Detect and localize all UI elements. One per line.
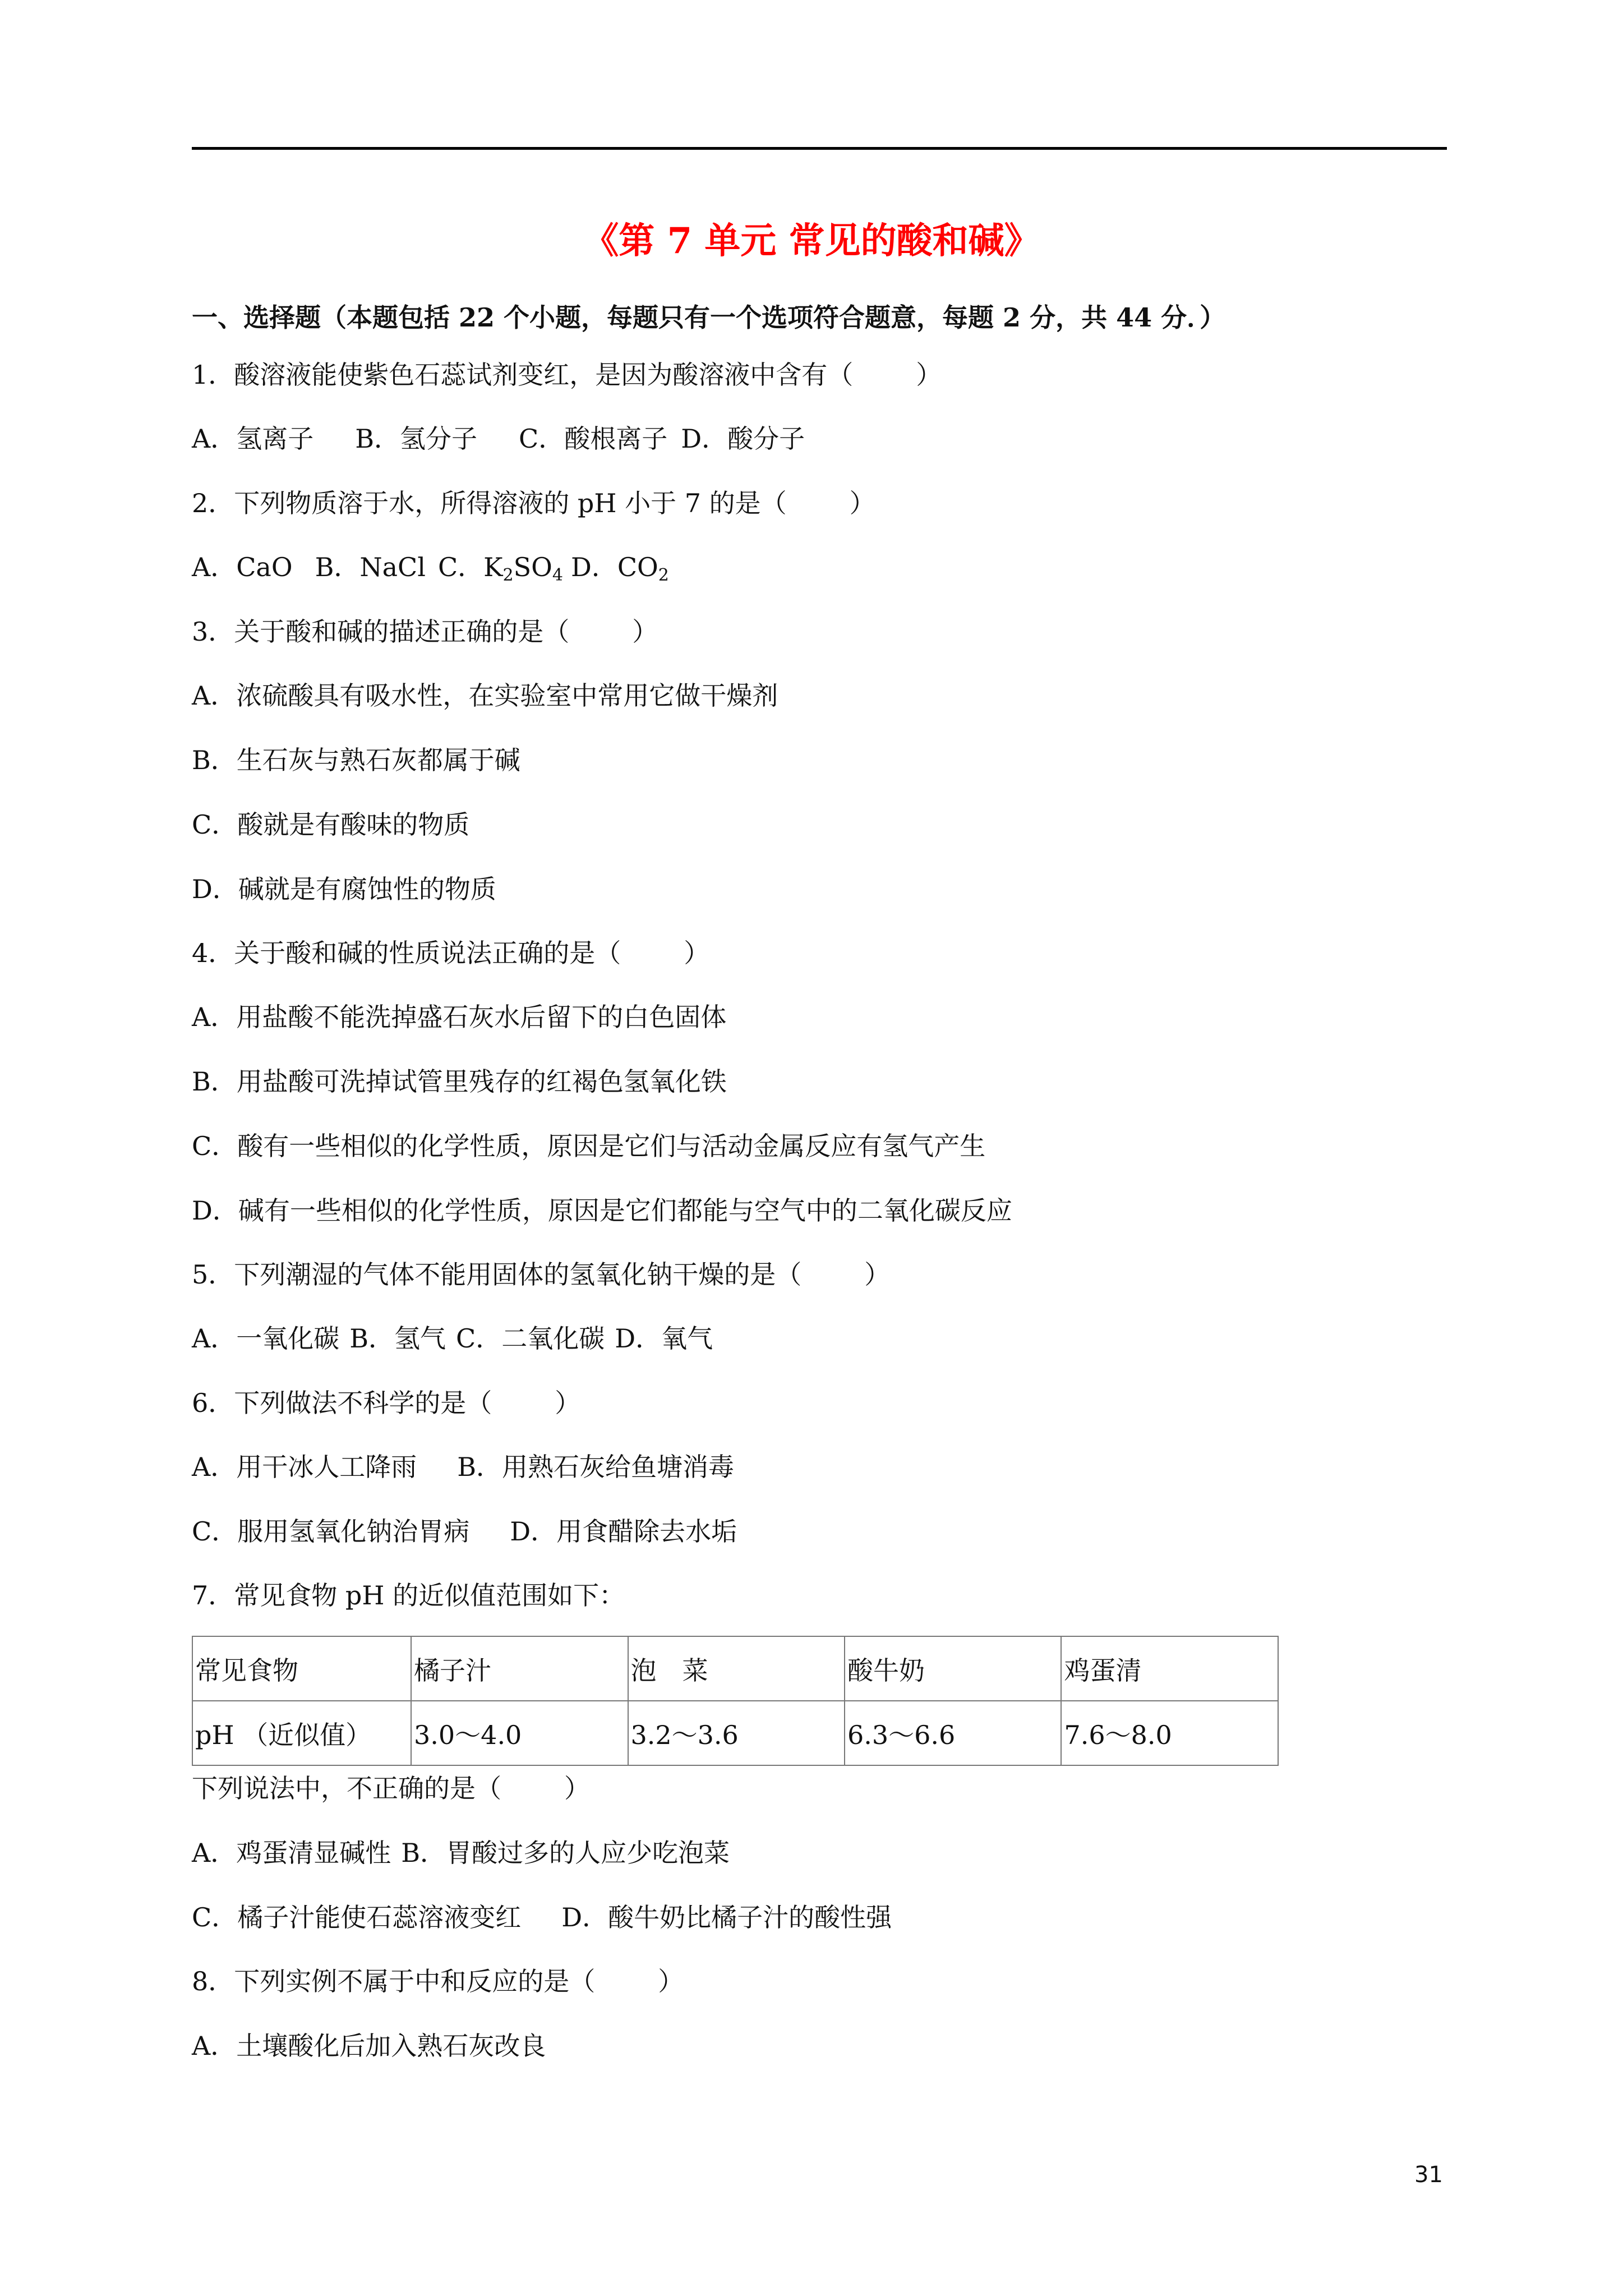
question-6-options-row-1 bbox=[192, 1454, 734, 1480]
question-1-stem: 1．酸溶液能使紫色石蕊试剂变红，是因为酸溶液中含有（ ） bbox=[192, 360, 942, 390]
page-number: 31 bbox=[1414, 2162, 1443, 2188]
question-5-stem: 5．下列潮湿的气体不能用固体的氢氧化钠干燥的是（ ） bbox=[192, 1259, 891, 1290]
question-4-option-b: B．用盐酸可洗掉试管里残存的红褐色氢氧化铁 bbox=[192, 1066, 727, 1097]
question-4-option-d: D．碱有一些相似的化学性质，原因是它们都能与空气中的二氧化碳反应 bbox=[192, 1195, 1012, 1226]
question-7-stem: 7．常见食物 pH 的近似值范围如下： bbox=[192, 1580, 625, 1611]
table-cell: 3.0～4.0 bbox=[411, 1701, 628, 1765]
question-5-options bbox=[192, 1323, 713, 1354]
question-3-option-a: A．浓硫酸具有吸水性，在实验室中常用它做干燥剂 bbox=[192, 680, 778, 711]
question-3-option-c: C．酸就是有酸味的物质 bbox=[192, 809, 470, 840]
table-cell: 常见食物 bbox=[192, 1636, 411, 1701]
header-rule bbox=[192, 147, 1447, 150]
table-cell: 3.2～3.6 bbox=[628, 1701, 845, 1765]
question-2-option-c: C．$K_2SO_4$ bbox=[437, 552, 563, 585]
table-cell: 橘子汁 bbox=[411, 1636, 628, 1701]
question-6-options-row-2 bbox=[192, 1516, 737, 1547]
question-4-option-c: C．酸有一些相似的化学性质，原因是它们与活动金属反应有氢气产生 bbox=[192, 1131, 986, 1161]
table-header-row bbox=[192, 1636, 1278, 1701]
question-7-options-row-1 bbox=[192, 1840, 730, 1866]
table-cell: 酸牛奶 bbox=[845, 1636, 1061, 1701]
question-1-option-c: C．酸根离子 bbox=[519, 424, 668, 454]
table-cell: pH （近似值） bbox=[192, 1701, 411, 1765]
table-cell: 鸡蛋清 bbox=[1061, 1636, 1278, 1701]
question-3-stem: 3．关于酸和碱的描述正确的是（ ） bbox=[192, 616, 658, 647]
question-3-option-b: B．生石灰与熟石灰都属于碱 bbox=[192, 745, 520, 775]
question-2-stem: 2．下列物质溶于水，所得溶液的 pH 小于 7 的是（ ） bbox=[192, 488, 875, 518]
question-7-option-c: C．橘子汁能使石蕊溶液变红 bbox=[192, 1902, 522, 1932]
question-2-option-a: A．CaO bbox=[192, 552, 293, 582]
question-7-followup: 下列说法中，不正确的是（ ） bbox=[192, 1773, 590, 1803]
table-cell: 6.3～6.6 bbox=[845, 1701, 1061, 1765]
question-5-option-b: B．氢气 bbox=[349, 1323, 446, 1354]
question-1-option-d: D．酸分子 bbox=[681, 424, 805, 454]
question-6-stem: 6．下列做法不科学的是（ ） bbox=[192, 1388, 581, 1418]
table-row bbox=[192, 1701, 1278, 1765]
question-6-option-a: A．用干冰人工降雨 bbox=[192, 1452, 417, 1482]
question-6-option-b: B．用熟石灰给鱼塘消毒 bbox=[457, 1452, 735, 1482]
question-1-option-a: A．氢离子 bbox=[192, 424, 314, 454]
question-6-option-c: C．服用氢氧化钠治胃病 bbox=[192, 1516, 470, 1547]
question-7-options-row-2 bbox=[192, 1904, 892, 1930]
question-8-option-a: A．土壤酸化后加入熟石灰改良 bbox=[192, 2031, 546, 2061]
question-2-option-d: D．$CO_2$ bbox=[570, 552, 669, 585]
page-title: 《第 7 单元 常见的酸和碱》 bbox=[583, 220, 1040, 262]
section-heading: 一、选择题（本题包括 22 个小题，每题只有一个选项符合题意，每题 2 分，共 44 分．） bbox=[192, 302, 1226, 333]
question-1-option-b: B．氢分子 bbox=[355, 424, 478, 454]
question-5-option-c: C．二氧化碳 bbox=[456, 1323, 605, 1354]
question-3-option-d: D．碱就是有腐蚀性的物质 bbox=[192, 874, 496, 904]
question-8-stem: 8．下列实例不属于中和反应的是（ ） bbox=[192, 1966, 684, 1996]
question-7-option-a: A．鸡蛋清显碱性 bbox=[192, 1838, 391, 1868]
question-6-option-d: D．用食醋除去水垢 bbox=[510, 1516, 737, 1547]
question-2-option-b: B．NaCl bbox=[315, 552, 426, 582]
question-7-option-b: B．胃酸过多的人应少吃泡菜 bbox=[401, 1838, 730, 1868]
question-7-option-d: D．酸牛奶比橘子汁的酸性强 bbox=[561, 1902, 892, 1932]
table-cell: 泡 菜 bbox=[628, 1636, 845, 1701]
question-5-option-a: A．一氧化碳 bbox=[192, 1323, 340, 1354]
food-ph-table bbox=[192, 1636, 1279, 1766]
question-4-option-a: A．用盐酸不能洗掉盛石灰水后留下的白色固体 bbox=[192, 1002, 727, 1032]
question-4-stem: 4．关于酸和碱的性质说法正确的是（ ） bbox=[192, 938, 710, 968]
question-5-option-d: D．氧气 bbox=[615, 1323, 713, 1354]
question-1-options bbox=[192, 426, 805, 452]
question-2-options bbox=[192, 552, 669, 585]
table-cell: 7.6～8.0 bbox=[1061, 1701, 1278, 1765]
